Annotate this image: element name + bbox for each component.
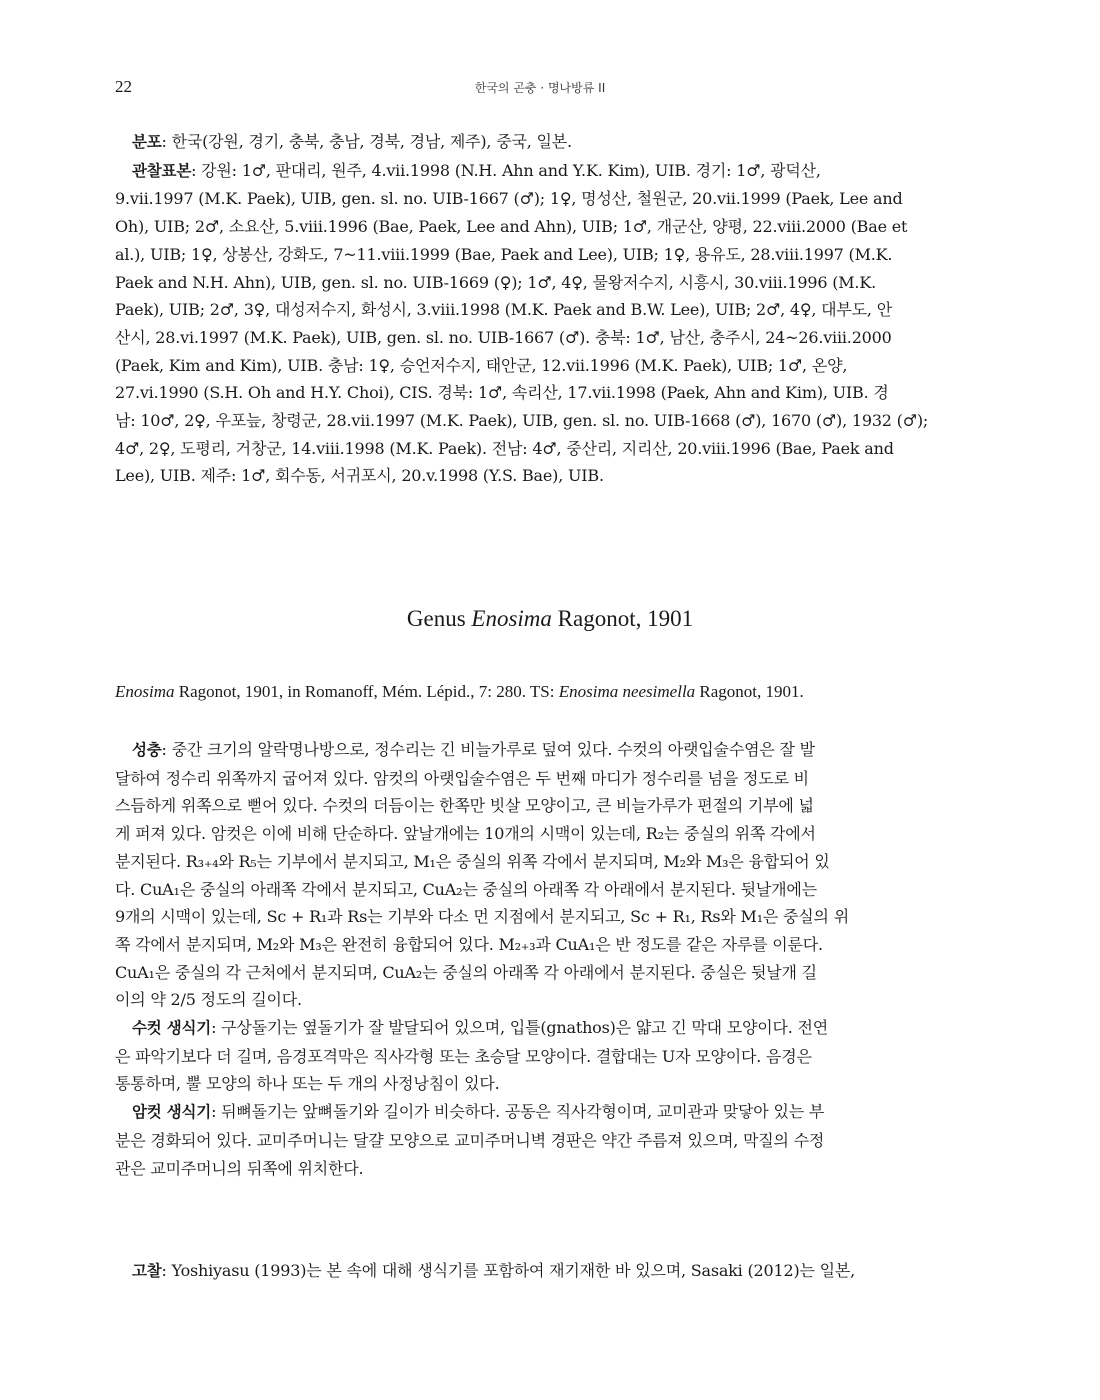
- distribution-paragraph: [115, 128, 965, 157]
- specimens-line: Paek), UIB; 2♂, 3♀, 대성저수지, 화성시, 3.viii.1998 (M.K. Paek and B.W. Lee), UIB; 2♂, 4♀, 대부도, 안: [115, 300, 892, 320]
- male-genitalia-label: 수컷 생식기: [132, 1019, 212, 1038]
- genus-name: Enosima: [471, 606, 552, 631]
- adult-line: 성충: 중간 크기의 알락명나방으로, 정수리는 긴 비늘가루로 덮여 있다. 수컷의 아랫입술수염은 잘 발: [132, 740, 815, 759]
- adult-line: 게 퍼져 있다. 암컷은 이에 비해 단순하다. 앞날개에는 10개의 시맥이 있는데, R₂는 중실의 위쪽 각에서: [115, 824, 816, 844]
- adult-line: 달하여 정수리 위쪽까지 굽어져 있다. 암컷의 아랫입술수염은 두 번째 마디가 정수리를 넘을 정도로 비: [115, 768, 809, 788]
- specimens-line: 산시, 28.vi.1997 (M.K. Paek), UIB, gen. sl. no. UIB-1667 (♂). 충북: 1♂, 남산, 충주시, 24~26.viii.2000: [115, 327, 892, 347]
- male-line: 은 파악기보다 더 길며, 음경포격막은 직사각형 또는 초승달 모양이다. 결합대는 U자 모양이다. 음경은: [115, 1046, 812, 1066]
- specimens-line: 남: 10♂, 2♀, 우포늪, 창령군, 28.vii.1997 (M.K. Paek), UIB, gen. sl. no. UIB-1668 (♂), 1670 (♂), 1932 (♂);: [115, 411, 929, 431]
- male-line: 통통하며, 뿔 모양의 하나 또는 두 개의 사정낭침이 있다.: [115, 1074, 500, 1094]
- adult-line: 스듬하게 위쪽으로 뻗어 있다. 수컷의 더듬이는 한쪽만 빗살 모양이고, 큰 비늘가루가 편절의 기부에 넓: [115, 796, 814, 816]
- adult-line: 분지된다. R₃₊₄와 R₅는 기부에서 분지되고, M₁은 중실의 위쪽 각에서 분지되며, M₂와 M₃은 융합되어 있: [115, 851, 830, 871]
- remarks-line: 고찰: Yoshiyasu (1993)는 본 속에 대해 생식기를 포함하여 재기재한 바 있으며, Sasaki (2012)는 일본,: [132, 1261, 856, 1280]
- female-genitalia-paragraph: [115, 1098, 965, 1182]
- running-title: 한국의 곤충 · 명나방류 II: [474, 81, 606, 95]
- specimens-line: al.), UIB; 1♀, 상봉산, 강화도, 7~11.viii.1999 (Bae, Paek and Lee), UIB; 1♀, 용유도, 28.viii.1997 (M.K.: [115, 244, 893, 264]
- page-number: 22: [115, 77, 132, 96]
- remarks-section: [115, 1257, 965, 1286]
- remarks-label: 고찰: [132, 1262, 162, 1280]
- male-line: 수컷 생식기: 구상돌기는 옆돌기가 잘 발달되어 있으며, 입틀(gnathos)은 얇고 긴 막대 모양이다. 전연: [132, 1018, 829, 1038]
- male-genitalia-paragraph: [115, 1014, 965, 1098]
- specimens-line: Paek and N.H. Ahn), UIB, gen. sl. no. UIB-1669 (♀); 1♂, 4♀, 물왕저수지, 시흥시, 30.viii.1996 (M.K.: [115, 272, 876, 292]
- specimens-line: 27.vi.1990 (S.H. Oh and H.Y. Choi), CIS. 경북: 1♂, 속리산, 17.vii.1998 (Paek, Ahn and Kim), UIB. 경: [115, 383, 889, 403]
- distribution-text: : 한국(강원, 경기, 충북, 충남, 경북, 경남, 제주), 중국, 일본.: [161, 132, 572, 151]
- genus-heading: Genus Enosima Ragonot, 1901: [406, 606, 694, 631]
- type-species-name: Enosima neesimella: [558, 682, 696, 701]
- female-genitalia-label: 암컷 생식기: [132, 1103, 212, 1122]
- genus-citation: Enosima Ragonot, 1901, in Romanoff, Mém. Lépid., 7: 280. TS: Enosima neesimella Ragonot, 1901.: [115, 682, 804, 701]
- distribution-section: [115, 128, 965, 490]
- adult-label: 성충: [132, 741, 162, 759]
- distribution-label: 분포: [132, 133, 162, 151]
- specimens-paragraph: [115, 157, 965, 490]
- adult-line: 이의 약 2/5 정도의 길이다.: [115, 990, 302, 1010]
- specimens-line: 관찰표본: 강원: 1♂, 판대리, 원주, 4.vii.1998 (N.H. Ahn and Y.K. Kim), UIB. 경기: 1♂, 광덕산,: [132, 160, 821, 180]
- specimens-label: 관찰표본: [132, 161, 192, 180]
- specimens-line: Lee), UIB. 제주: 1♂, 회수동, 서귀포시, 20.v.1998 (Y.S. Bae), UIB.: [115, 466, 604, 486]
- female-line: 암컷 생식기: 뒤뼈돌기는 앞뼈돌기와 길이가 비슷하다. 공동은 직사각형이며, 교미관과 맞닿아 있는 부: [132, 1102, 825, 1122]
- citation-genus-name: Enosima: [115, 682, 175, 701]
- adult-section: [115, 736, 965, 1182]
- page-header: [115, 77, 965, 101]
- adult-line: 쪽 각에서 분지되며, M₂와 M₃은 완전히 융합되어 있다. M₂₊₃과 CuA₁은 반 정도를 같은 자루를 이룬다.: [115, 934, 823, 954]
- adult-paragraph: [115, 736, 965, 1014]
- female-line: 분은 경화되어 있다. 교미주머니는 달걀 모양으로 교미주머니벽 경판은 약간 주름져 있으며, 막질의 수정: [115, 1130, 825, 1150]
- adult-line: 다. CuA₁은 중실의 아래쪽 각에서 분지되고, CuA₂는 중실의 아래쪽 각 아래에서 분지된다. 뒷날개에는: [115, 879, 817, 899]
- specimens-line: (Paek, Kim and Kim), UIB. 충남: 1♀, 승언저수지, 태안군, 12.vii.1996 (M.K. Paek), UIB; 1♂, 온양,: [115, 355, 848, 375]
- remarks-paragraph: [115, 1257, 965, 1286]
- specimens-line: 4♂, 2♀, 도평리, 거창군, 14.viii.1998 (M.K. Paek). 전남: 4♂, 중산리, 지리산, 20.viii.1996 (Bae, Paek and: [115, 438, 894, 458]
- adult-line: CuA₁은 중실의 각 근처에서 분지되며, CuA₂는 중실의 아래쪽 각 아래에서 분지된다. 중실은 뒷날개 길: [115, 962, 817, 982]
- specimens-line: 9.vii.1997 (M.K. Paek), UIB, gen. sl. no. UIB-1667 (♂); 1♀, 명성산, 철원군, 20.vii.1999 (Paek, Lee and: [115, 189, 903, 209]
- adult-line: 9개의 시맥이 있는데, Sc + R₁과 Rs는 기부와 다소 먼 지점에서 분지되고, Sc + R₁, Rs와 M₁은 중실의 위: [115, 907, 849, 927]
- specimens-line: Oh), UIB; 2♂, 소요산, 5.viii.1996 (Bae, Paek, Lee and Ahn), UIB; 1♂, 개군산, 양평, 22.viii.2000 (Bae et: [115, 217, 908, 237]
- female-line: 관은 교미주머니의 뒤쪽에 위치한다.: [115, 1158, 364, 1178]
